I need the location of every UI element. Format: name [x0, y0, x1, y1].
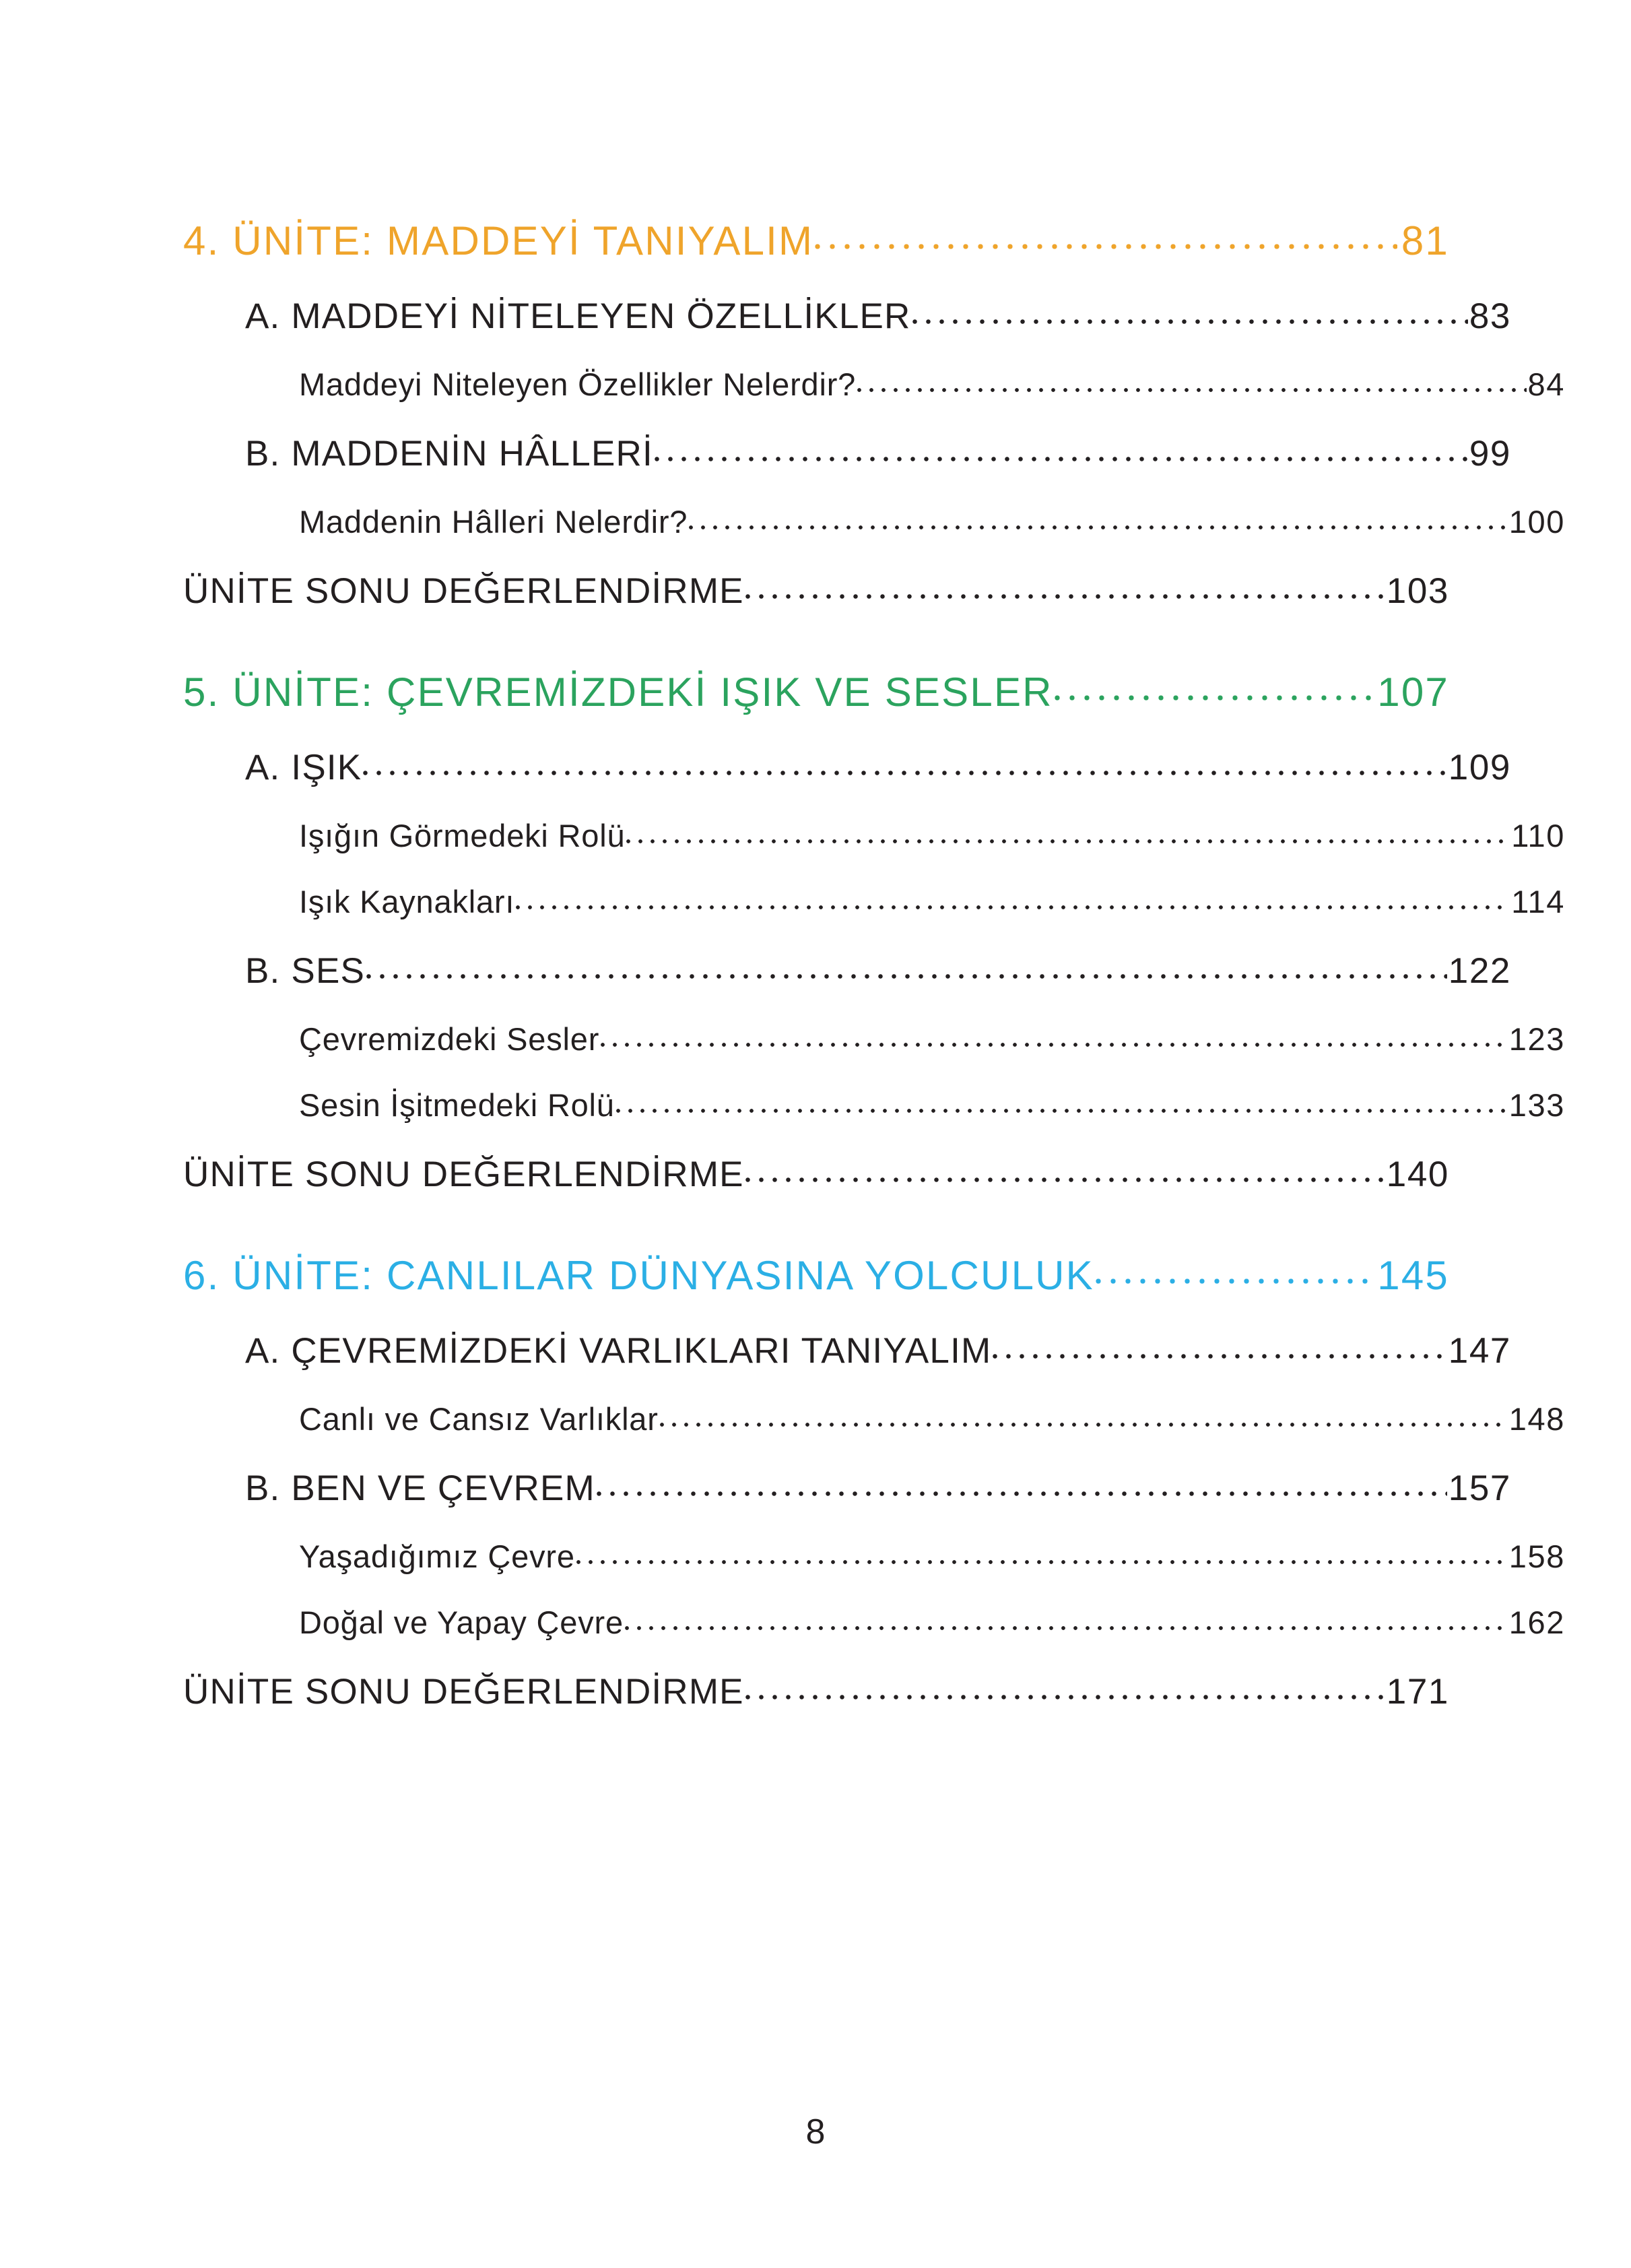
entry-page: 122 — [1448, 951, 1511, 991]
toc-entry-row[interactable] — [245, 744, 1511, 785]
dot-leader — [597, 1464, 1447, 1500]
dot-leader — [660, 1398, 1508, 1430]
row-gap — [183, 1506, 1449, 1536]
entry-page: 103 — [1386, 571, 1449, 611]
dot-leader — [1055, 666, 1374, 706]
toc-entry-row[interactable] — [183, 1151, 1449, 1192]
unit-page: 145 — [1377, 1253, 1449, 1298]
group-gap — [183, 1192, 1449, 1249]
entry-label: Canlı ve Cansız Varlıklar — [299, 1401, 659, 1437]
entry-page: 110 — [1511, 818, 1565, 853]
entry-page: 133 — [1508, 1087, 1565, 1123]
entry-label: B. SES — [245, 951, 366, 991]
entry-page: 123 — [1508, 1021, 1565, 1057]
entry-page: 84 — [1527, 366, 1565, 402]
entry-label: B. BEN VE ÇEVREM — [245, 1468, 595, 1508]
entry-label: Yaşadığımız Çevre — [299, 1538, 575, 1574]
row-gap — [183, 1638, 1449, 1668]
row-gap — [183, 538, 1449, 567]
entry-label: Sesin İşitmedeki Rolü — [299, 1087, 615, 1123]
entry-page: 114 — [1511, 884, 1565, 919]
entry-label: Çevremizdeki Sesler — [299, 1021, 600, 1057]
dot-leader — [912, 292, 1468, 328]
toc-group-unit-5 — [183, 666, 1565, 1194]
entry-label: B. MADDENİN HÂLLERİ — [245, 434, 653, 474]
toc-entry-row[interactable] — [183, 567, 1449, 609]
toc-entry-row[interactable] — [299, 501, 1565, 538]
toc-entry-row[interactable] — [183, 1668, 1449, 1710]
toc-entry-row[interactable] — [299, 1536, 1565, 1572]
toc-unit-row[interactable] — [183, 666, 1449, 713]
dot-leader — [689, 501, 1508, 533]
dot-leader — [363, 744, 1446, 779]
entry-label: ÜNİTE SONU DEĞERLENDİRME — [183, 571, 744, 611]
entry-page: 148 — [1508, 1401, 1565, 1437]
group-gap — [183, 609, 1449, 666]
row-gap — [183, 851, 1449, 881]
entry-label: ÜNİTE SONU DEĞERLENDİRME — [183, 1155, 744, 1194]
dot-leader — [745, 567, 1385, 603]
entry-label: Işık Kaynakları — [299, 884, 515, 919]
row-gap — [183, 1296, 1449, 1327]
row-gap — [183, 1055, 1449, 1084]
entry-label: Işığın Görmedeki Rolü — [299, 818, 626, 853]
toc-entry-row[interactable] — [245, 947, 1511, 989]
dot-leader — [516, 881, 1510, 913]
toc-group-unit-4 — [183, 214, 1565, 611]
row-gap — [183, 1572, 1449, 1602]
dot-leader — [616, 1084, 1508, 1116]
row-gap — [183, 400, 1449, 430]
entry-label: Doğal ve Yapay Çevre — [299, 1605, 624, 1640]
unit-page: 81 — [1401, 218, 1449, 263]
toc-entry-row[interactable] — [299, 1018, 1565, 1055]
toc-unit-row[interactable] — [183, 1249, 1449, 1296]
toc-entry-row[interactable] — [299, 815, 1565, 851]
entry-page: 140 — [1386, 1155, 1449, 1194]
row-gap — [183, 1435, 1449, 1464]
toc-entry-row[interactable] — [245, 1327, 1511, 1369]
entry-label: ÜNİTE SONU DEĞERLENDİRME — [183, 1672, 744, 1712]
entry-page: 158 — [1508, 1538, 1565, 1574]
toc-entry-row[interactable] — [299, 1398, 1565, 1435]
dot-leader — [993, 1327, 1446, 1363]
row-gap — [183, 261, 1449, 292]
toc-entry-row[interactable] — [299, 881, 1565, 917]
unit-title: 5. ÜNİTE: ÇEVREMİZDEKİ IŞIK VE SESLER — [183, 670, 1053, 715]
toc-entry-row[interactable] — [299, 364, 1565, 400]
dot-leader — [815, 214, 1397, 255]
entry-page: 147 — [1448, 1331, 1511, 1371]
dot-leader — [625, 1602, 1508, 1633]
entry-page: 157 — [1448, 1468, 1511, 1508]
entry-page: 100 — [1508, 504, 1565, 540]
entry-label: A. ÇEVREMİZDEKİ VARLIKLARI TANIYALIM — [245, 1331, 992, 1371]
entry-page: 83 — [1469, 296, 1511, 336]
row-gap — [183, 1369, 1449, 1398]
entry-label: Maddeyi Niteleyen Özellikler Nelerdir? — [299, 366, 857, 402]
toc-entry-row[interactable] — [245, 1464, 1511, 1506]
page-folio: 8 — [805, 2112, 826, 2151]
row-gap — [183, 989, 1449, 1018]
row-gap — [183, 713, 1449, 744]
row-gap — [183, 334, 1449, 364]
row-gap — [183, 1121, 1449, 1151]
dot-leader — [745, 1668, 1385, 1704]
toc-entry-row[interactable] — [299, 1084, 1565, 1121]
dot-leader — [655, 430, 1468, 465]
dot-leader — [626, 815, 1510, 847]
dot-leader — [576, 1536, 1508, 1567]
toc-group-unit-6 — [183, 1249, 1565, 1712]
entry-page: 109 — [1448, 748, 1511, 787]
toc-entry-row[interactable] — [245, 292, 1511, 334]
row-gap — [183, 917, 1449, 947]
toc-entry-row[interactable] — [245, 430, 1511, 472]
entry-label: A. MADDEYİ NİTELEYEN ÖZELLİKLER — [245, 296, 911, 336]
entry-page: 162 — [1508, 1605, 1565, 1640]
dot-leader — [601, 1018, 1508, 1050]
entry-page: 171 — [1386, 1672, 1449, 1712]
entry-label: Maddenin Hâlleri Nelerdir? — [299, 504, 688, 540]
row-gap — [183, 785, 1449, 815]
entry-page: 99 — [1469, 434, 1511, 474]
dot-leader — [366, 947, 1447, 983]
row-gap — [183, 472, 1449, 501]
toc-unit-row[interactable] — [183, 214, 1449, 261]
unit-title: 4. ÜNİTE: MADDEYİ TANIYALIM — [183, 218, 814, 263]
toc-list — [183, 214, 1565, 1712]
unit-page: 107 — [1377, 670, 1449, 715]
dot-leader — [745, 1151, 1385, 1186]
dot-leader — [1096, 1249, 1373, 1289]
toc-entry-row[interactable] — [299, 1602, 1565, 1638]
dot-leader — [857, 364, 1526, 395]
unit-title: 6. ÜNİTE: CANLILAR DÜNYASINA YOLCULUK — [183, 1253, 1094, 1298]
entry-label: A. IŞIK — [245, 748, 362, 787]
